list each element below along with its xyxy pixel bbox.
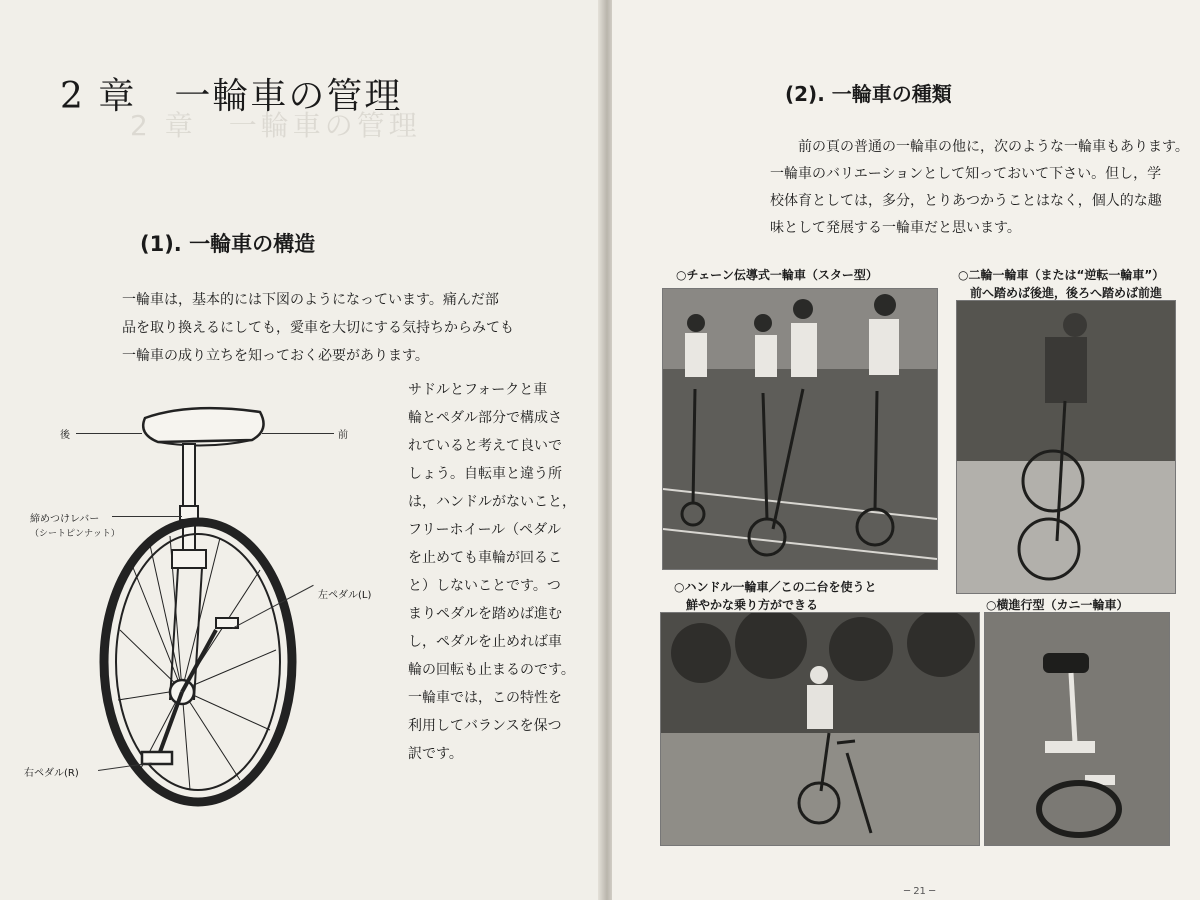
caption-crab-unicycle: ○横進行型（カニ一輪車）: [986, 598, 1129, 612]
text-line: 一輪車は，基本的には下図のようになっています。痛んだ部: [122, 292, 499, 308]
text-line: と）しないことです。つ: [408, 578, 561, 594]
caption-chain-unicycle: ○チェーン伝導式一輪車（スター型）: [676, 268, 878, 282]
bleed-through-text: 2 章 一輪車の管理: [130, 109, 421, 142]
text-line: は，ハンドルがないこと，: [408, 494, 576, 510]
text-line: 利用してバランスを保つ: [408, 718, 562, 734]
label-clamp-sub: （シートピンナット）: [30, 529, 120, 539]
label-front: 前: [338, 430, 348, 441]
text-line: 前の頁の普通の一輪車の他に，次のような一輪車もあります。: [798, 139, 1189, 155]
text-line: を止めても車輪が回るこ: [408, 550, 562, 566]
text-line: 一輪車では，この特性を: [408, 690, 562, 706]
text-line: 校体育としては，多分，とりあつかうことはなく，個人的な趣: [770, 193, 1162, 209]
section-title-structure: (1). 一輪車の構造: [140, 232, 316, 256]
label-clamp-lever: 締めつけレバー: [30, 514, 100, 525]
text-line: 一輪車の成り立ちを知っておく必要があります。: [122, 348, 429, 364]
photo-chain-unicycle: [662, 288, 938, 570]
leader-line: [262, 433, 334, 434]
caption-handle-note: 鮮やかな乗り方ができる: [686, 598, 819, 612]
text-line: まりペダルを踏めば進む: [408, 606, 562, 622]
text-line: れていると考えて良いで: [408, 438, 562, 454]
caption-two-wheel-unicycle: ○二輪一輪車（または“逆転一輪車”）: [958, 268, 1165, 282]
photo-crab-unicycle: [984, 612, 1170, 846]
types-intro-paragraph: [770, 134, 1190, 242]
text-line: 一輪車のバリエーションとして知っておいて下さい。但し，学: [770, 166, 1162, 182]
text-line: 訳です。: [408, 746, 463, 762]
chapter-title: 2 章 一輪車の管理: [60, 76, 403, 117]
caption-handle-unicycle: ○ハンドル一輪車／この二台を使うと: [674, 580, 877, 594]
page-number: ─ 21 ─: [904, 886, 936, 897]
text-line: しょう。自転車と違う所: [408, 466, 562, 482]
text-line: 品を取り換えるにしても，愛車を大切にする気持ちからみても: [122, 320, 514, 336]
label-rear: 後: [60, 430, 70, 441]
label-right-pedal: 右ペダル(R): [24, 768, 79, 779]
leader-line: [76, 433, 142, 434]
intro-paragraph: [122, 286, 576, 370]
label-left-pedal: 左ペダル(L): [318, 590, 372, 601]
caption-two-wheel-note: 前へ踏めば後進，後ろへ踏めば前進: [970, 286, 1163, 300]
leader-line: [112, 516, 182, 517]
text-line: 味として発展する一輪車だと思います。: [770, 220, 1021, 236]
text-line: 輪の回転も止まるのです。: [408, 662, 575, 678]
photo-two-wheel-unicycle: [956, 300, 1176, 594]
side-paragraph: [408, 376, 578, 768]
text-line: サドルとフォークと車: [408, 382, 548, 398]
section-title-types: (2). 一輪車の種類: [785, 82, 952, 106]
photo-handle-unicycle: [660, 612, 980, 846]
text-line: し，ペダルを止めれば車: [408, 634, 562, 650]
text-line: フリーホイール（ペダル: [408, 522, 562, 538]
text-line: 輪とペダル部分で構成さ: [408, 410, 562, 426]
